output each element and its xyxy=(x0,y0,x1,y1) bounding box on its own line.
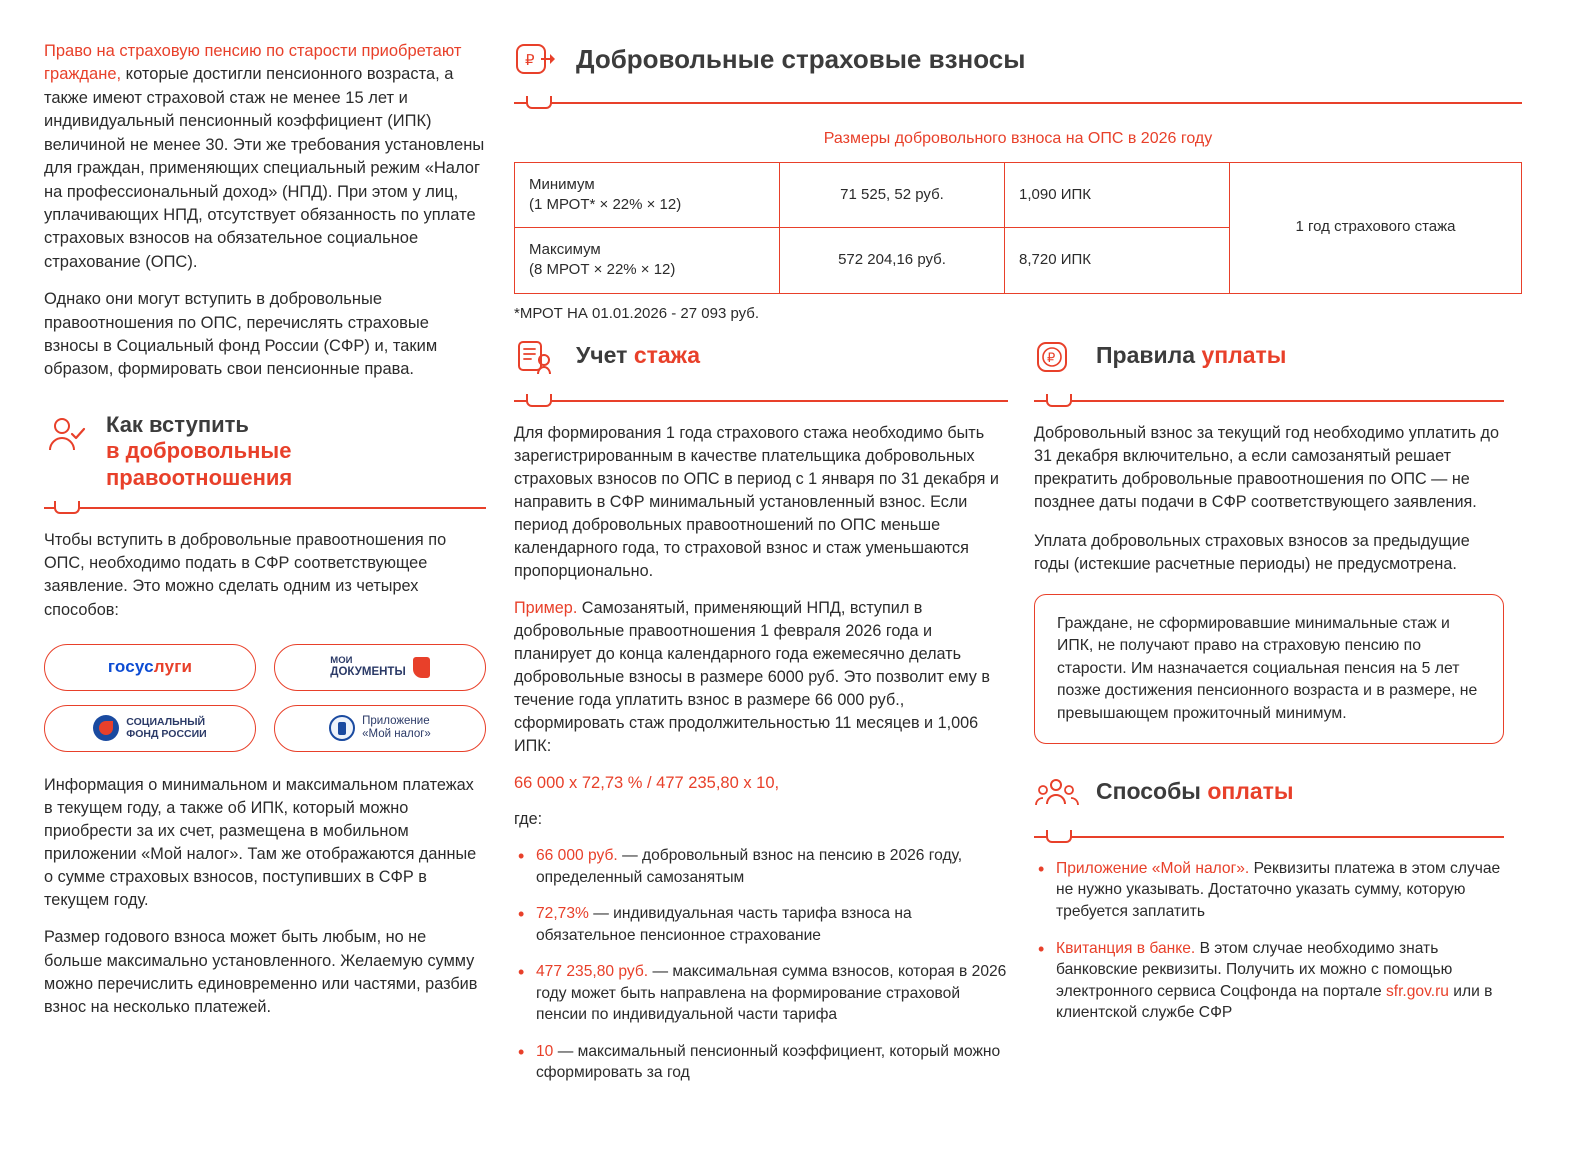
main-heading xyxy=(514,40,1522,86)
person-check-icon xyxy=(44,412,90,458)
left-column xyxy=(44,40,514,1142)
howto-paragraph-3: Размер годового взноса может быть любым, но не больше максимально установленного. Желаемую сумму можно перечислить единовременно или частями, разбив взнос на несколько платежей. xyxy=(44,928,478,1016)
legend-text: — добровольный взнос на пенсию в 2026 году, определенный самозанятым xyxy=(536,847,963,886)
sfr-mark-icon xyxy=(93,715,119,741)
right-column xyxy=(1034,338,1504,1099)
howto-title-line3: правоотношения xyxy=(106,464,293,490)
sfr-portal-link[interactable]: sfr.gov.ru xyxy=(1385,982,1449,1000)
howto-title xyxy=(106,412,292,491)
intro-rest: которые достигли пенсионного возраста, а также имеют страховой стаж не менее 15 лет и индивидуальный пенсионный коэффициент (ИПК) величиной не менее 30. Эти же требования установлены для граждан, применяющих специальный режим «Налог на профессиональный доход» (НПД). При этом у лиц, уплачивающих НПД, отсутствует обязанность по уплате страховых взносов на обязательное социальное страхование (ОПС). xyxy=(44,65,485,271)
stazh-title xyxy=(576,338,700,369)
stazh-title-highlight: стажа xyxy=(633,341,701,368)
row-min-label-line1: Минимум xyxy=(529,175,595,193)
logo-moi-dokumenty-text: МОИ ДОКУМЕНТЫ xyxy=(330,655,406,679)
list-item xyxy=(1034,858,1504,923)
row-min-label xyxy=(515,162,780,228)
contributions-table xyxy=(514,162,1522,294)
intro-paragraph-2: Однако они могут вступить в добровольные правоотношения по ОПС, перечислять страховые взносы в Социальный фонд России (СФР) и, таким образом, формировать свои пенсионные права. xyxy=(44,290,438,379)
logo-moy-nalog-text: Приложение «Мой налог» xyxy=(362,714,431,741)
howto-title-line1: Как вступить xyxy=(106,411,249,437)
mid-column xyxy=(514,338,1034,1099)
list-item xyxy=(514,903,1008,946)
legend-text: — максимальная сумма взносов, которая в 2026 году может быть направлена на формирование страховой пенсии по индивидуальной части тарифа xyxy=(536,963,1007,1024)
rules-title xyxy=(1096,338,1286,369)
logo-sfr[interactable] xyxy=(44,705,256,752)
payment-text: В этом случае необходимо знать банковские реквизиты. Получить их можно с помощью электронного сервиса Соцфонда на портале xyxy=(1056,939,1453,1000)
howto-divider xyxy=(44,501,486,515)
stazh-divider xyxy=(514,394,1008,408)
stazh-paragraph-1: Для формирования 1 года страхового стажа необходимо быть зарегистрированным в качестве плательщика добровольных страховых взносов по ОПС в период с 1 января по 31 декабря и направить в СФР минимальный установленный взнос. Если период добровольных правоотношений по ОПС меньше календарного года, то страховой взнос и стаж уменьшаются пропорционально. xyxy=(514,423,999,580)
row-min-label-line2: (1 МРОТ* × 22% × 12) xyxy=(529,195,682,213)
payment-text: Реквизиты платежа в этом случае не нужно указывать. Достаточно указать сумму, которую требуется заплатить xyxy=(1056,859,1501,920)
payment-title xyxy=(1096,774,1294,805)
payment-heading xyxy=(1034,774,1504,820)
svg-text:₽: ₽ xyxy=(1047,349,1056,365)
ruble-arrow-icon xyxy=(514,40,560,86)
intro-block xyxy=(44,40,486,382)
formula: 66 000 х 72,73 % / 477 235,80 х 10, xyxy=(514,773,780,792)
row-max-label xyxy=(515,228,780,294)
rules-paragraph-2: Уплата добровольных страховых взносов за предыдущие годы (истекшие расчетные периоды) не предусмотрена. xyxy=(1034,531,1470,573)
list-item xyxy=(514,845,1008,888)
logo-sfr-text: СОЦИАЛЬНЫЙ ФОНД РОССИИ xyxy=(126,716,207,741)
ruble-circle-icon xyxy=(1034,338,1080,384)
row-max-ipk: 8,720 ИПК xyxy=(1005,228,1230,294)
payment-text-after: или в клиентской службе СФР xyxy=(1056,982,1493,1022)
payment-term: Квитанция в банке. xyxy=(1056,939,1196,957)
payment-title-highlight: оплаты xyxy=(1207,777,1294,804)
logo-grid xyxy=(44,644,486,752)
rules-heading xyxy=(1034,338,1504,384)
legend-text: — максимальный пенсионный коэффициент, который можно сформировать за год xyxy=(536,1042,1001,1082)
legend-term: 477 235,80 руб. xyxy=(536,963,649,981)
stazh-title-plain: Учет xyxy=(576,341,634,368)
moy-nalog-mark-icon xyxy=(329,715,355,741)
rules-title-highlight: уплаты xyxy=(1201,341,1287,368)
rules-body xyxy=(1034,422,1504,576)
stazh-heading xyxy=(514,338,1008,384)
stazh-example xyxy=(514,597,1008,758)
main-divider xyxy=(514,96,1522,110)
logo-gosuslugi-text: госуслуги xyxy=(107,656,193,676)
intro-paragraph-1 xyxy=(44,40,486,274)
logo-moi-dokumenty[interactable] xyxy=(274,644,486,691)
moi-dokumenty-mark-icon xyxy=(413,657,430,678)
main-title: Добровольные страховые взносы xyxy=(576,44,1026,74)
howto-paragraph-2: Информация о минимальном и максимальном платежах в текущем году, а также об ИПК, который можно приобрести за их счет, размещена в мобильном приложении «Мой налог». Там же отображаются данные о сумме страховых взносов, поступивших в СФР в текущем году. xyxy=(44,775,477,910)
logo-moy-nalog[interactable] xyxy=(274,705,486,752)
rules-divider xyxy=(1034,394,1504,408)
row-max-label-line1: Максимум xyxy=(529,241,601,259)
payment-term: Приложение «Мой налог». xyxy=(1056,859,1250,877)
table-side-cell: 1 год страхового стажа xyxy=(1230,162,1522,293)
people-gear-icon xyxy=(1034,774,1080,820)
payment-title-plain: Способы xyxy=(1096,777,1208,804)
table-note: *МРОТ НА 01.01.2026 - 27 093 руб. xyxy=(514,304,760,322)
legend-term: 10 xyxy=(536,1042,554,1060)
document-person-icon xyxy=(514,338,560,384)
lower-columns xyxy=(514,338,1522,1099)
right-area xyxy=(514,40,1522,1142)
example-label: Пример. xyxy=(514,598,578,617)
stazh-body xyxy=(514,422,1008,1084)
payment-divider xyxy=(1034,830,1504,844)
where-label: где: xyxy=(514,810,543,829)
howto-paragraph-1: Чтобы вступить в добровольные правоотношения по ОПС, необходимо подать в СФР соответствующее заявление. Это можно сделать одним из четырех способов: xyxy=(44,531,447,619)
legend-term: 66 000 руб. xyxy=(536,847,618,865)
list-item xyxy=(514,1041,1008,1084)
example-text: Самозанятый, применяющий НПД, вступил в добровольные правоотношения 1 февраля 2026 года и планирует до конца календарного года ежемесячно делать добровольные взносы в размере 6000 руб. Это позволит ему в течение года уплатить взнос в размере 66 000 руб., сформировать стаж продолжительностью 11 месяцев и 1,006 ИПК: xyxy=(514,598,990,755)
rules-paragraph-1: Добровольный взнос за текущий год необходимо уплатить до 31 декабря включительно, а если самозанятый решает прекратить добровольные правоотношения по ОПС — не позднее даты подачи в СФР соответствующего заявления. xyxy=(1034,423,1499,511)
row-max-label-line2: (8 МРОТ × 22% × 12) xyxy=(529,261,676,279)
list-item xyxy=(514,961,1008,1026)
rules-callout: Граждане, не сформировавшие минимальные стаж и ИПК, не получают право на страховую пенсию по старости. Им назначается социальная пенсия на 5 лет позже достижения пенсионного возраста и в размере, не превышающем прожиточный минимум. xyxy=(1034,594,1504,744)
table-row xyxy=(515,162,1522,228)
howto-heading xyxy=(44,412,486,491)
row-max-amount: 572 204,16 руб. xyxy=(780,228,1005,294)
legend-term: 72,73% xyxy=(536,905,589,923)
row-min-ipk: 1,090 ИПК xyxy=(1005,162,1230,228)
legend-text: — индивидуальная часть тарифа взноса на обязательное пенсионное страхование xyxy=(536,905,912,944)
table-title: Размеры добровольного взноса на ОПС в 2026 году xyxy=(823,130,1213,147)
payment-methods-list xyxy=(1034,858,1504,1024)
intro-lead: Право на страховую пенсию по старости приобретают граждане, xyxy=(44,42,462,84)
row-min-amount: 71 525, 52 руб. xyxy=(780,162,1005,228)
formula-legend-list xyxy=(514,845,1008,1084)
list-item xyxy=(1034,938,1504,1024)
howto-title-line2: в добровольные xyxy=(106,438,292,464)
logo-gosuslugi[interactable] xyxy=(44,644,256,691)
svg-text:₽: ₽ xyxy=(525,52,535,69)
header-block xyxy=(514,40,1522,324)
rules-title-plain: Правила xyxy=(1096,341,1202,368)
